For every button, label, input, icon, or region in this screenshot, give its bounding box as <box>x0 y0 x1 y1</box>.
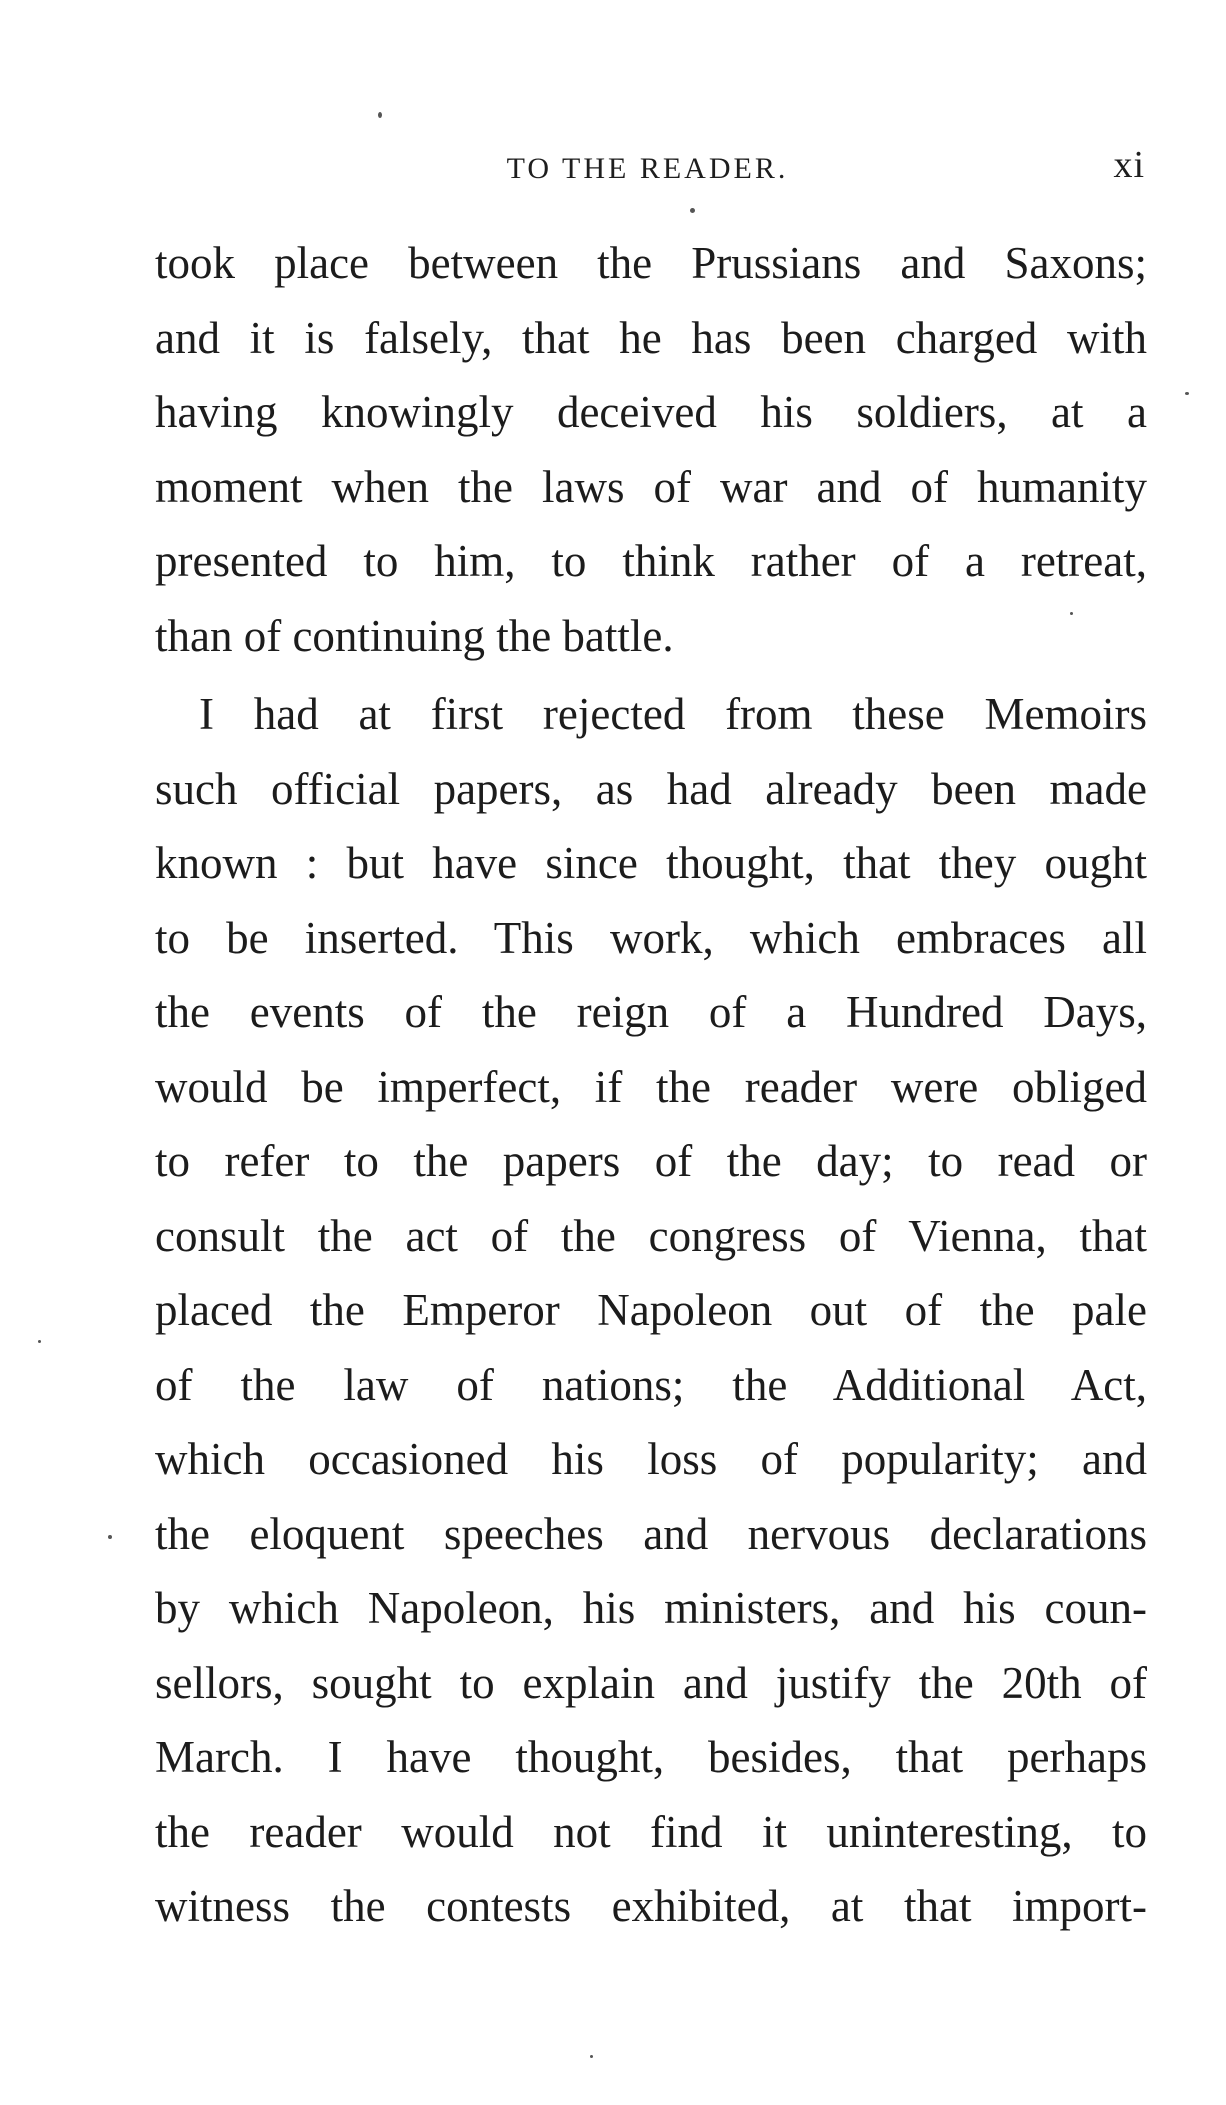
paragraph <box>155 677 1147 1944</box>
scan-speck <box>1070 612 1073 615</box>
text-line: the events of the reign of a Hundred Days, <box>155 987 1147 1037</box>
text-line: such official papers, as had already been made <box>155 763 1147 814</box>
text-line: witness the contests exhibited, at that import- <box>155 1881 1147 1931</box>
text-line: than of continuing the battle. <box>155 610 674 661</box>
page-number: xi <box>1113 144 1145 186</box>
text-line: presented to him, to think rather of a retreat, <box>155 536 1147 586</box>
scan-speck <box>378 112 382 118</box>
text-line: March. I have thought, besides, that perhaps <box>155 1732 1147 1782</box>
scan-speck <box>590 2055 593 2058</box>
text-line: would be imperfect, if the reader were obliged <box>155 1061 1147 1112</box>
text-line: known : but have since thought, that they ought <box>155 838 1147 888</box>
body-text <box>155 226 1147 1944</box>
text-line: to be inserted. This work, which embraces all <box>155 912 1147 963</box>
text-line: having knowingly deceived his soldiers, at a <box>155 387 1147 437</box>
text-line: the reader would not find it uninteresting, to <box>155 1806 1147 1857</box>
text-line: and it is falsely, that he has been charged with <box>155 312 1147 363</box>
text-line: of the law of nations; the Additional Act, <box>155 1359 1147 1410</box>
running-head <box>150 146 1145 192</box>
text-line: placed the Emperor Napoleon out of the pale <box>155 1285 1147 1335</box>
text-line: consult the act of the congress of Vienna, that <box>155 1210 1147 1261</box>
text-line: took place between the Prussians and Saxons; <box>155 238 1147 288</box>
text-line: moment when the laws of war and of humanity <box>155 461 1147 512</box>
scan-speck <box>38 1340 41 1343</box>
running-title: TO THE READER. <box>506 152 789 185</box>
text-line: I had at first rejected from these Memoirs <box>199 689 1147 739</box>
text-line: which occasioned his loss of popularity; and <box>155 1434 1147 1484</box>
text-line: the eloquent speeches and nervous declarations <box>155 1508 1147 1559</box>
scan-speck <box>108 1535 112 1539</box>
scan-speck <box>690 208 695 213</box>
text-line: by which Napoleon, his ministers, and his coun- <box>155 1583 1147 1633</box>
paragraph <box>155 226 1147 673</box>
scan-speck <box>1185 392 1189 395</box>
text-line: sellors, sought to explain and justify the 20th of <box>155 1657 1147 1708</box>
text-line: to refer to the papers of the day; to read or <box>155 1136 1147 1186</box>
